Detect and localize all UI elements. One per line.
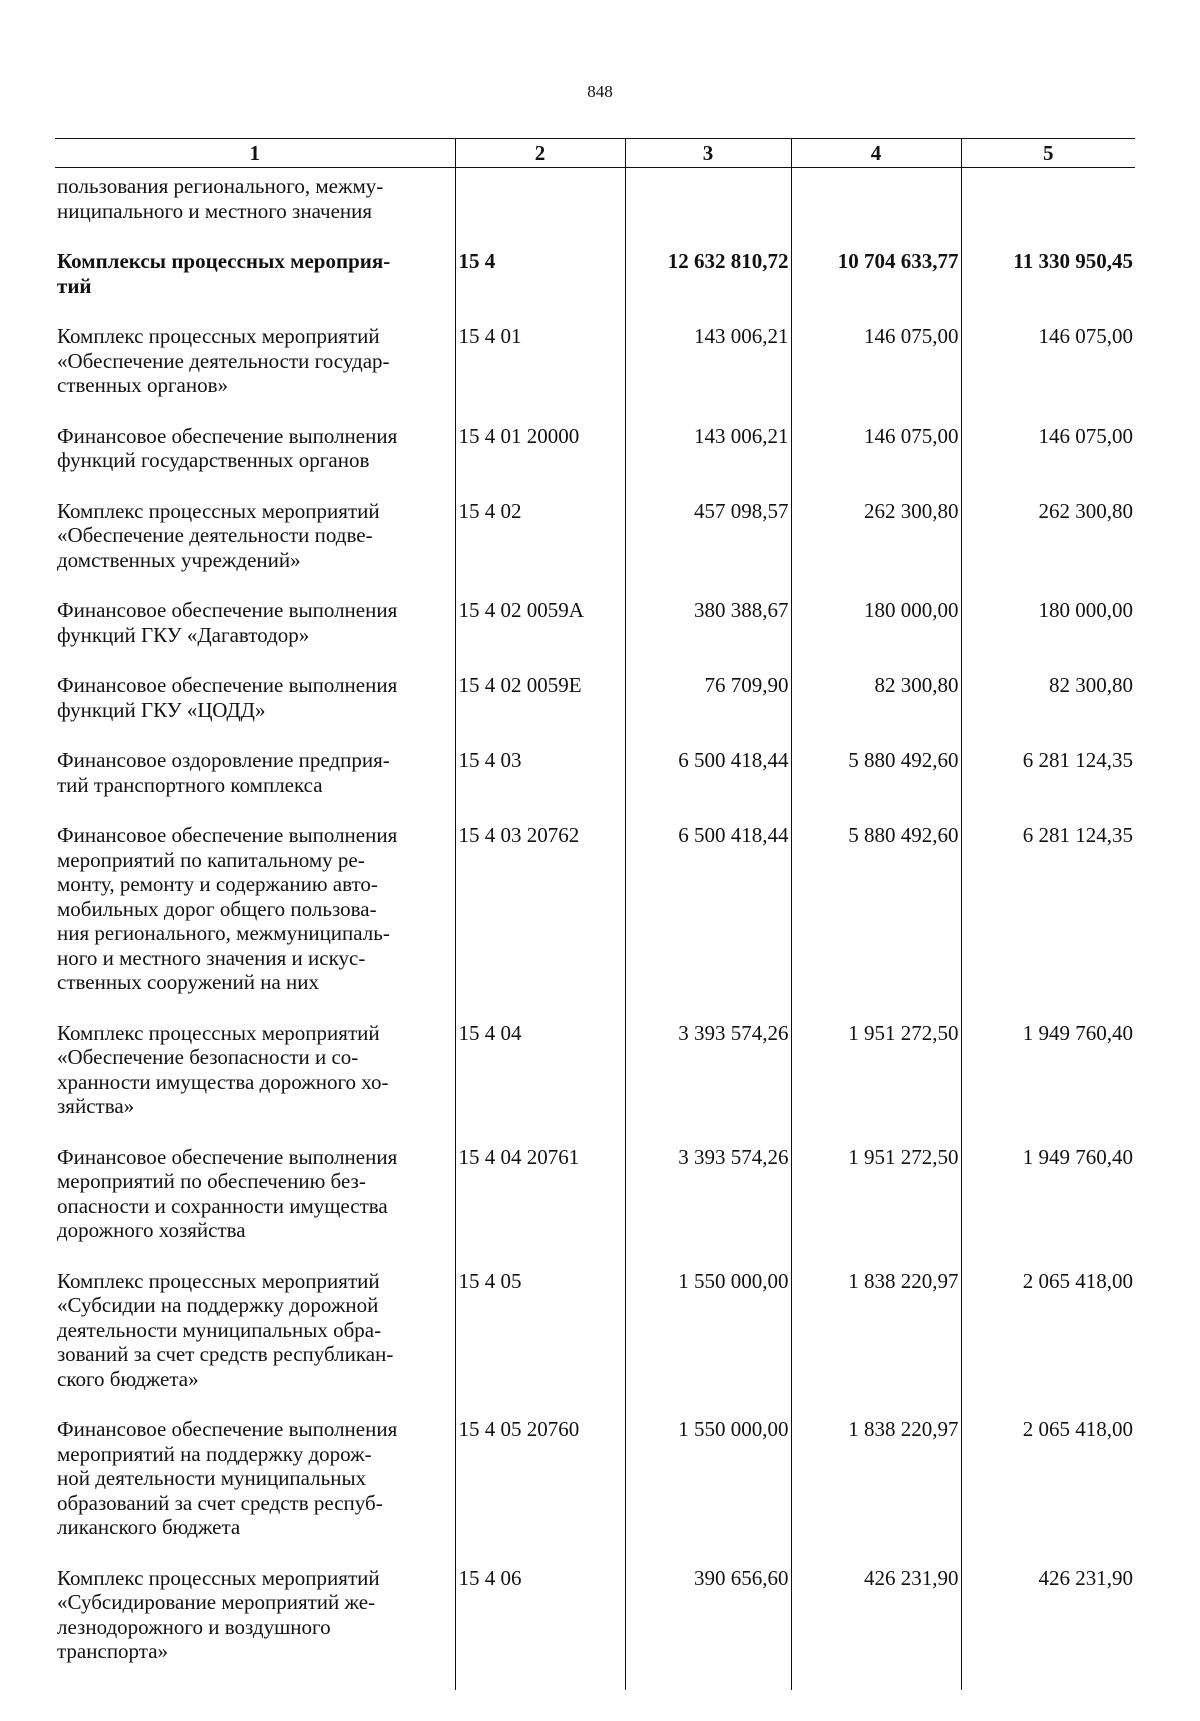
row-name-cell: Финансовое обеспечение выполнения функций ГКУ «ЦОДД» bbox=[57, 673, 398, 722]
row-value-col3: 1 550 000,00 bbox=[625, 1417, 791, 1566]
row-value-col5: 1 949 760,40 bbox=[961, 1021, 1135, 1145]
table-row bbox=[55, 1145, 1135, 1269]
row-value-col5: 262 300,80 bbox=[961, 499, 1135, 599]
row-value-col3: 3 393 574,26 bbox=[625, 1021, 791, 1145]
table-row bbox=[55, 1021, 1135, 1145]
row-code-cell: 15 4 bbox=[455, 249, 625, 324]
row-value-col4: 1 838 220,97 bbox=[791, 1417, 961, 1566]
table-row bbox=[55, 673, 1135, 748]
row-value-col3 bbox=[625, 168, 791, 250]
row-name-cell: Финансовое обеспечение выполнения мероприятий на поддержку дорож- ной деятельности муниципальных образований за счет средств респуб- ликанского бюджета bbox=[57, 1417, 398, 1539]
row-code-cell: 15 4 01 20000 bbox=[455, 424, 625, 499]
row-code-cell: 15 4 05 bbox=[455, 1269, 625, 1418]
row-name-cell: Финансовое обеспечение выполнения функций государственных органов bbox=[57, 423, 398, 472]
row-value-col4: 5 880 492,60 bbox=[791, 748, 961, 823]
row-value-col4: 1 951 272,50 bbox=[791, 1145, 961, 1269]
table-row bbox=[55, 424, 1135, 499]
row-value-col5: 146 075,00 bbox=[961, 424, 1135, 499]
row-name-cell: Финансовое обеспечение выполнения функций ГКУ «Дагавтодор» bbox=[57, 598, 398, 647]
row-value-col3: 3 393 574,26 bbox=[625, 1145, 791, 1269]
table-header-row bbox=[55, 139, 1135, 168]
row-name-cell: Финансовое обеспечение выполнения мероприятий по капитальному ре- монту, ремонту и содержанию авто- мобильных дорог общего пользова- ния регионального, межмуниципаль- ного и местного значения и искус- ственных сооружений на них bbox=[57, 823, 398, 994]
row-value-col5: 6 281 124,35 bbox=[961, 823, 1135, 1021]
row-value-col4: 1 838 220,97 bbox=[791, 1269, 961, 1418]
row-value-col3: 6 500 418,44 bbox=[625, 748, 791, 823]
row-value-col5: 82 300,80 bbox=[961, 673, 1135, 748]
row-name-cell: Комплекс процессных мероприятий «Субсидии на поддержку дорожной деятельности муниципальных обра- зований за счет средств республикан- ского бюджета» bbox=[57, 1268, 394, 1391]
row-code-cell: 15 4 03 bbox=[455, 748, 625, 823]
table-row bbox=[55, 249, 1135, 324]
row-value-col3: 457 098,57 bbox=[625, 499, 791, 599]
row-value-col3: 143 006,21 bbox=[625, 424, 791, 499]
row-name-cell: Комплексы процессных мероприя- тий bbox=[57, 249, 391, 298]
row-name-cell: Финансовое обеспечение выполнения мероприятий по обеспечению без- опасности и сохранности имущества дорожного хозяйства bbox=[57, 1144, 398, 1242]
row-value-col3: 143 006,21 bbox=[625, 324, 791, 424]
row-code-cell: 15 4 02 0059Е bbox=[455, 673, 625, 748]
row-value-col4: 180 000,00 bbox=[791, 598, 961, 673]
row-name-cell: Комплекс процессных мероприятий «Обеспечение деятельности подве- домственных учреждений» bbox=[57, 498, 380, 572]
row-value-col5: 2 065 418,00 bbox=[961, 1269, 1135, 1418]
row-value-col4: 82 300,80 bbox=[791, 673, 961, 748]
row-value-col4: 146 075,00 bbox=[791, 324, 961, 424]
row-value-col5: 11 330 950,45 bbox=[961, 249, 1135, 324]
row-value-col4: 1 951 272,50 bbox=[791, 1021, 961, 1145]
row-code-cell: 15 4 03 20762 bbox=[455, 823, 625, 1021]
row-value-col5: 2 065 418,00 bbox=[961, 1417, 1135, 1566]
row-value-col5: 180 000,00 bbox=[961, 598, 1135, 673]
page-number: 848 bbox=[587, 82, 613, 101]
row-value-col4: 5 880 492,60 bbox=[791, 823, 961, 1021]
row-name-cell: Комплекс процессных мероприятий «Субсидирование мероприятий же- лезнодорожного и воздушного транспорта» bbox=[57, 1565, 380, 1663]
row-value-col5: 1 949 760,40 bbox=[961, 1145, 1135, 1269]
row-name-cell: Комплекс процессных мероприятий «Обеспечение безопасности и со- хранности имущества дорожного хо- зяйства» bbox=[57, 1020, 389, 1118]
row-code-cell: 15 4 02 0059А bbox=[455, 598, 625, 673]
row-value-col5: 426 231,90 bbox=[961, 1566, 1135, 1690]
row-value-col3: 12 632 810,72 bbox=[625, 249, 791, 324]
row-value-col4: 146 075,00 bbox=[791, 424, 961, 499]
row-code-cell: 15 4 04 bbox=[455, 1021, 625, 1145]
table-row bbox=[55, 168, 1135, 250]
row-value-col5: 6 281 124,35 bbox=[961, 748, 1135, 823]
row-value-col5: 146 075,00 bbox=[961, 324, 1135, 424]
row-code-cell bbox=[455, 168, 625, 250]
row-value-col3: 6 500 418,44 bbox=[625, 823, 791, 1021]
column-header-4: 4 bbox=[791, 139, 961, 168]
budget-table bbox=[55, 138, 1135, 1690]
row-code-cell: 15 4 02 bbox=[455, 499, 625, 599]
row-name-cell: пользования регионального, межму- ниципального и местного значения bbox=[57, 174, 384, 223]
column-header-1: 1 bbox=[55, 139, 455, 168]
table-row bbox=[55, 823, 1135, 1021]
table-row bbox=[55, 1269, 1135, 1418]
row-code-cell: 15 4 01 bbox=[455, 324, 625, 424]
row-value-col5 bbox=[961, 168, 1135, 250]
table-row bbox=[55, 1417, 1135, 1566]
row-code-cell: 15 4 06 bbox=[455, 1566, 625, 1690]
table-row bbox=[55, 324, 1135, 424]
column-header-3: 3 bbox=[625, 139, 791, 168]
row-value-col3: 76 709,90 bbox=[625, 673, 791, 748]
row-code-cell: 15 4 04 20761 bbox=[455, 1145, 625, 1269]
table-row bbox=[55, 1566, 1135, 1690]
table-row bbox=[55, 499, 1135, 599]
table-row bbox=[55, 748, 1135, 823]
row-name-cell: Комплекс процессных мероприятий «Обеспечение деятельности государ- ственных органов» bbox=[57, 324, 390, 397]
row-value-col4 bbox=[791, 168, 961, 250]
row-value-col3: 390 656,60 bbox=[625, 1566, 791, 1690]
row-value-col3: 380 388,67 bbox=[625, 598, 791, 673]
row-value-col4: 426 231,90 bbox=[791, 1566, 961, 1690]
table-body bbox=[55, 168, 1135, 1690]
table-row bbox=[55, 598, 1135, 673]
row-value-col4: 10 704 633,77 bbox=[791, 249, 961, 324]
row-name-cell: Финансовое оздоровление предприя- тий транспортного комплекса bbox=[57, 748, 390, 797]
row-value-col4: 262 300,80 bbox=[791, 499, 961, 599]
row-value-col3: 1 550 000,00 bbox=[625, 1269, 791, 1418]
column-header-2: 2 bbox=[455, 139, 625, 168]
row-code-cell: 15 4 05 20760 bbox=[455, 1417, 625, 1566]
column-header-5: 5 bbox=[961, 139, 1135, 168]
